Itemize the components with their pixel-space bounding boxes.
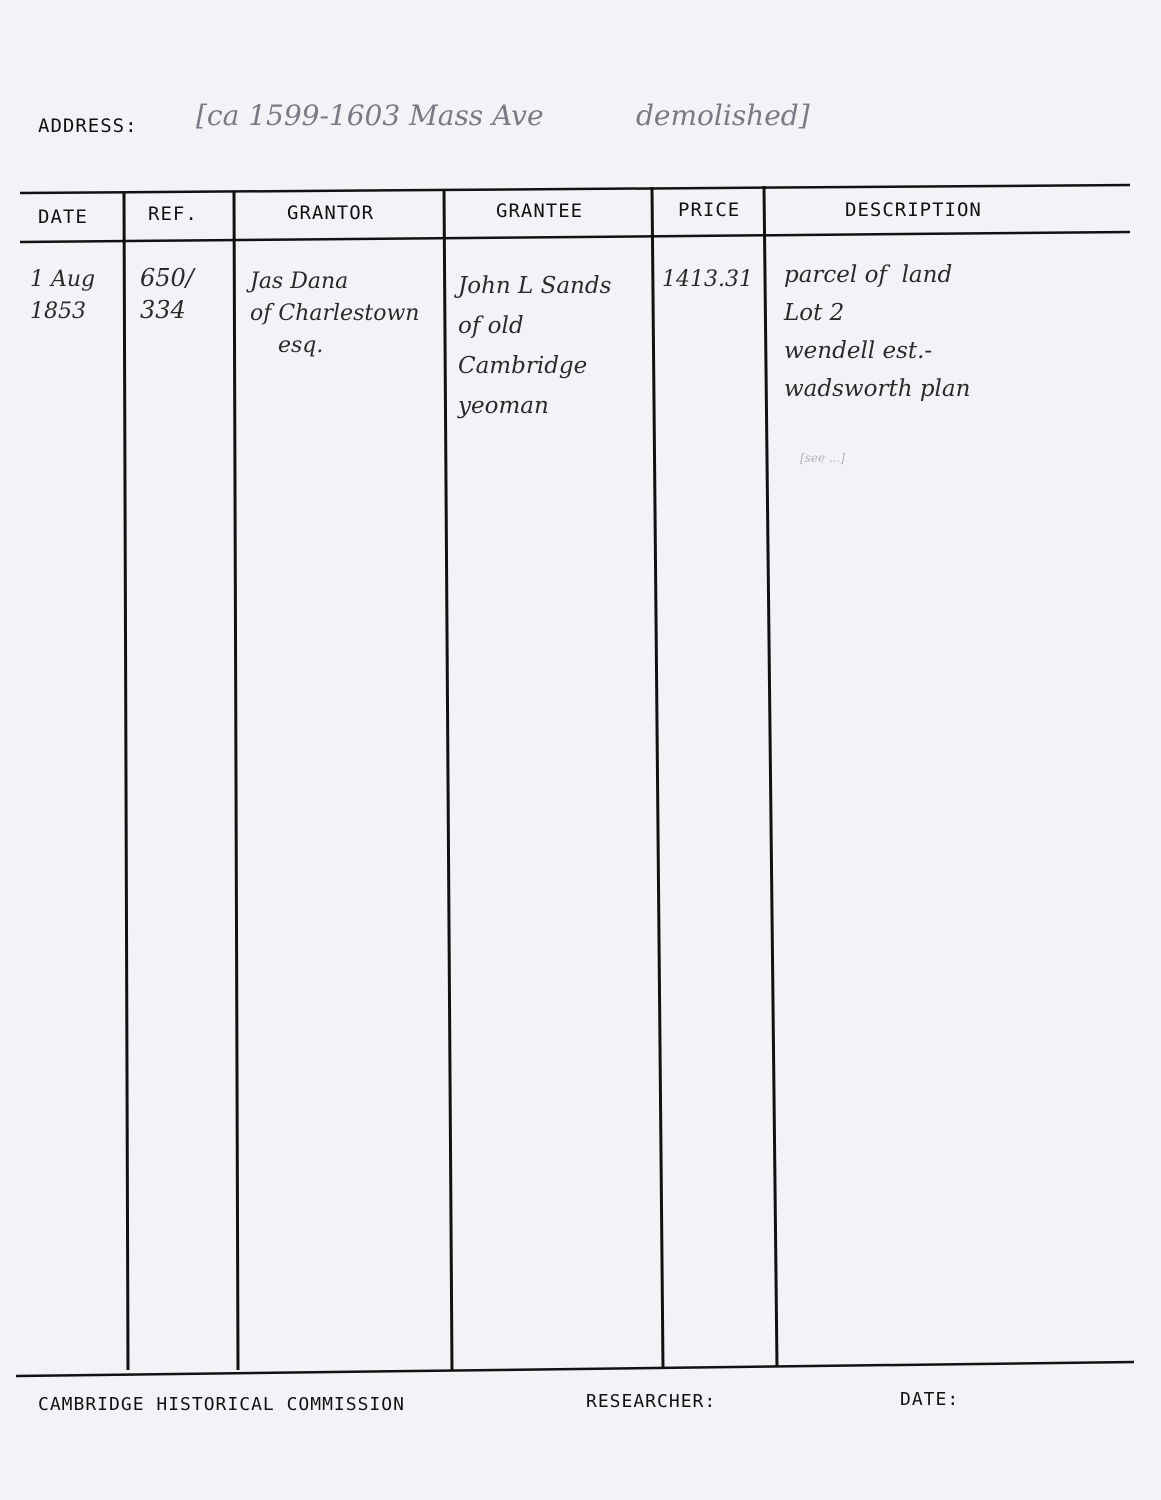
divider-grantor-grantee: [444, 189, 452, 1370]
entry-ref: 650/ 334: [140, 264, 194, 324]
col-header-grantee: GRANTEE: [496, 200, 584, 222]
col-header-date: DATE: [38, 206, 88, 228]
col-header-price: PRICE: [678, 199, 741, 221]
col-header-ref: REF.: [148, 203, 198, 225]
col-header-description: DESCRIPTION: [845, 199, 982, 221]
divider-date-ref: [124, 193, 128, 1370]
entry-price: 1413.31: [662, 267, 753, 292]
divider-grantee-price: [652, 187, 663, 1368]
divider-ref-grantor: [234, 192, 238, 1370]
address-value: [ca 1599-1603 Mass Ave: [196, 99, 544, 132]
header-bottom-rule: [20, 232, 1130, 242]
footer-researcher-label: RESEARCHER:: [586, 1391, 717, 1412]
divider-price-description: [764, 186, 777, 1367]
entry-grantor: Jas Dana of Charlestown esq.: [250, 269, 420, 358]
address-note: demolished]: [636, 99, 810, 132]
entry-date: 1 Aug 1853: [30, 267, 96, 324]
col-header-grantor: GRANTOR: [287, 202, 375, 224]
entry-grantee: John L Sands of old Cambridge yeoman: [458, 273, 612, 419]
entry-description-note: [see ...]: [800, 451, 845, 465]
entry-description: parcel of land Lot 2 wendell est.- wadsworth plan: [784, 262, 971, 402]
footer-org: CAMBRIDGE HISTORICAL COMMISSION: [38, 1394, 405, 1415]
header-top-rule: [20, 185, 1130, 193]
footer-date-label: DATE:: [900, 1389, 960, 1410]
table-bottom-rule: [16, 1362, 1134, 1376]
address-label: ADDRESS:: [38, 115, 138, 137]
